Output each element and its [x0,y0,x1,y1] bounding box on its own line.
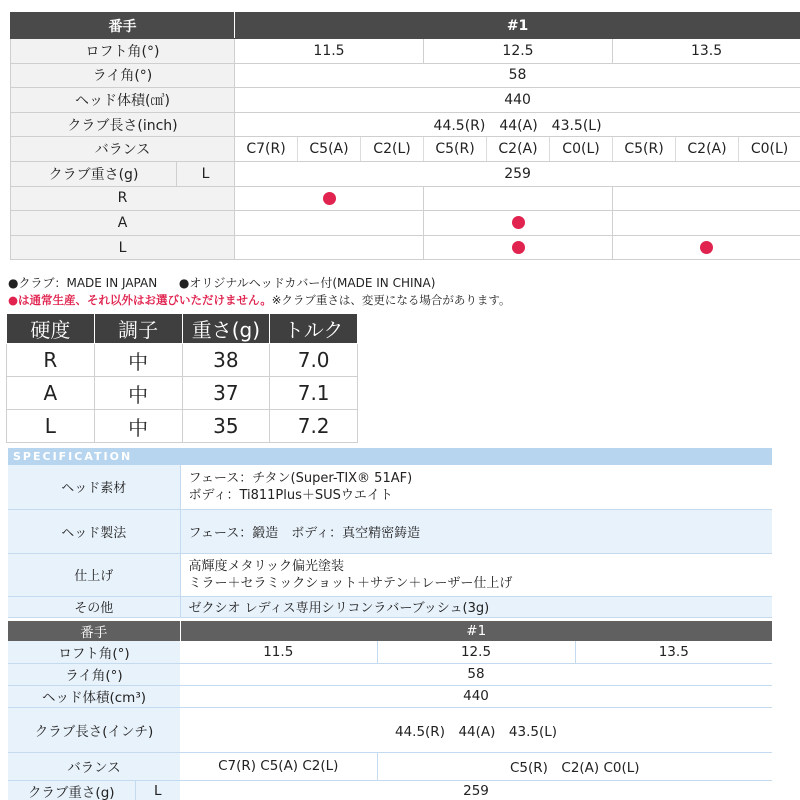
length-value: 44.5(R) 44(A) 43.5(L) [235,112,800,137]
weight-row [11,161,800,186]
loft-value: 11.5 [235,39,424,64]
table-row [7,410,358,443]
length-label: クラブ長さ(インチ) [8,707,180,752]
material-face: フェース：チタン(Super-TIX® 51AF) [188,470,413,486]
number-label: 番手 [11,13,235,39]
other-label: その他 [8,596,180,617]
balance-row [8,752,772,780]
available-dot-icon [512,216,525,229]
shaft-header-row [7,314,358,344]
length-label: クラブ長さ(inch) [11,112,235,137]
lie-value: 58 [180,663,772,685]
finish-row [8,553,772,596]
shaft-torque: 7.2 [270,410,358,443]
balance-value: C0(L) [550,137,613,162]
method-label: ヘッド製法 [8,509,180,553]
balance-label: バランス [8,752,180,780]
balance-value: C5(R) C2(A) C0(L) [377,752,772,780]
balance-value: C7(R) [235,137,298,162]
loft-label: ロフト角(°) [8,641,180,663]
flex-header: 硬度 [7,314,95,344]
finish-label: 仕上げ [8,553,180,596]
flex-label: L [11,235,235,260]
shaft-flex: A [7,377,95,410]
loft-value: 12.5 [424,39,613,64]
weight-flex: L [177,161,235,186]
shaft-kick: 中 [94,410,182,443]
table-row [7,344,358,377]
balance-value: C5(A) [298,137,361,162]
header-row [8,621,772,641]
header-row [11,13,800,39]
loft-value: 13.5 [613,39,800,64]
flex-label: R [11,186,235,211]
flex-row-r [11,186,800,211]
finish-line2: ミラー＋セラミックショット＋サテン＋レーザー仕上げ [188,575,513,591]
weight-flex: L [135,780,180,800]
shaft-table [6,313,358,443]
loft-value: 13.5 [575,641,772,663]
other-value: ゼクシオ レディス専用シリコンラバーブッシュ(3g) [180,596,772,617]
balance-value: C5(R) [613,137,676,162]
balance-row [11,137,800,162]
balance-label: バランス [11,137,235,162]
number-value: #1 [235,13,800,39]
balance-value: C2(A) [676,137,739,162]
balance-value: C0(L) [739,137,800,162]
shaft-flex: L [7,410,95,443]
weight-value: 259 [235,161,800,186]
weight-label: クラブ重さ(g) [11,161,177,186]
shaft-torque: 7.0 [270,344,358,377]
lie-row [8,663,772,685]
length-value: 44.5(R) 44(A) 43.5(L) [180,707,772,752]
bottom-spec-table [8,621,772,800]
method-value: フェース：鍛造 ボディ：真空精密鋳造 [180,509,772,553]
loft-value: 12.5 [377,641,575,663]
made-in-club: ●クラブ：MADE IN JAPAN [8,276,158,290]
volume-value: 440 [235,88,800,113]
availability-cell [424,235,613,260]
shaft-weight: 35 [182,410,270,443]
loft-value: 11.5 [180,641,377,663]
specification-table [8,465,772,618]
balance-value: C7(R) C5(A) C2(L) [180,752,377,780]
availability-cell [235,211,424,236]
length-row [11,112,800,137]
availability-cell [424,186,613,211]
loft-row [8,641,772,663]
availability-note [8,292,798,308]
number-value: #1 [180,621,772,641]
lie-label: ライ角(°) [8,663,180,685]
method-row [8,509,772,553]
shaft-flex: R [7,344,95,377]
material-body: ボディ：Ti811Plus＋SUSウエイト [188,487,393,503]
volume-value: 440 [180,685,772,707]
available-dot-icon [512,241,525,254]
availability-cell [235,186,424,211]
availability-cell [235,235,424,260]
weight-disclaimer: ※クラブ重さは、変更になる場合があります。 [271,293,511,307]
number-label: 番手 [8,621,180,641]
volume-label: ヘッド体積(cm³) [8,685,180,707]
volume-row [11,88,800,113]
flex-row-a [11,211,800,236]
availability-cell [613,186,800,211]
lie-label: ライ角(°) [11,63,235,88]
balance-value: C2(L) [361,137,424,162]
availability-cell [424,211,613,236]
material-label: ヘッド素材 [8,465,180,509]
lie-value: 58 [235,63,800,88]
material-row [8,465,772,509]
lie-row [11,63,800,88]
specification-title: SPECIFICATION [8,448,772,465]
table-row [7,377,358,410]
shaft-weight: 37 [182,377,270,410]
made-in-cover: ●オリジナルヘッドカバー付(MADE IN CHINA) [178,276,436,290]
shaft-kick: 中 [94,344,182,377]
balance-value: C2(A) [487,137,550,162]
available-dot-icon [700,241,713,254]
club-spec-table [10,12,800,260]
made-in-note [8,274,798,291]
specification-section [8,448,772,618]
other-row [8,596,772,617]
volume-row [8,685,772,707]
weight-row [8,780,772,800]
balance-value: C5(R) [424,137,487,162]
volume-label: ヘッド体積(㎤) [11,88,235,113]
availability-warning: ●は通常生産、それ以外はお選びいただけません。 [8,293,272,307]
weight-value: 259 [180,780,772,800]
shaft-torque: 7.1 [270,377,358,410]
flex-label: A [11,211,235,236]
available-dot-icon [323,192,336,205]
weight-header: 重さ(g) [182,314,270,344]
material-value [180,465,772,509]
weight-label: クラブ重さ(g) [8,780,135,800]
kick-header: 調子 [94,314,182,344]
shaft-kick: 中 [94,377,182,410]
finish-line1: 高輝度メタリック偏光塗装 [188,558,344,574]
loft-row [11,39,800,64]
torque-header: トルク [270,314,358,344]
length-row [8,707,772,752]
availability-cell [613,235,800,260]
availability-cell [613,211,800,236]
loft-label: ロフト角(°) [11,39,235,64]
finish-value [180,553,772,596]
flex-row-l [11,235,800,260]
shaft-weight: 38 [182,344,270,377]
